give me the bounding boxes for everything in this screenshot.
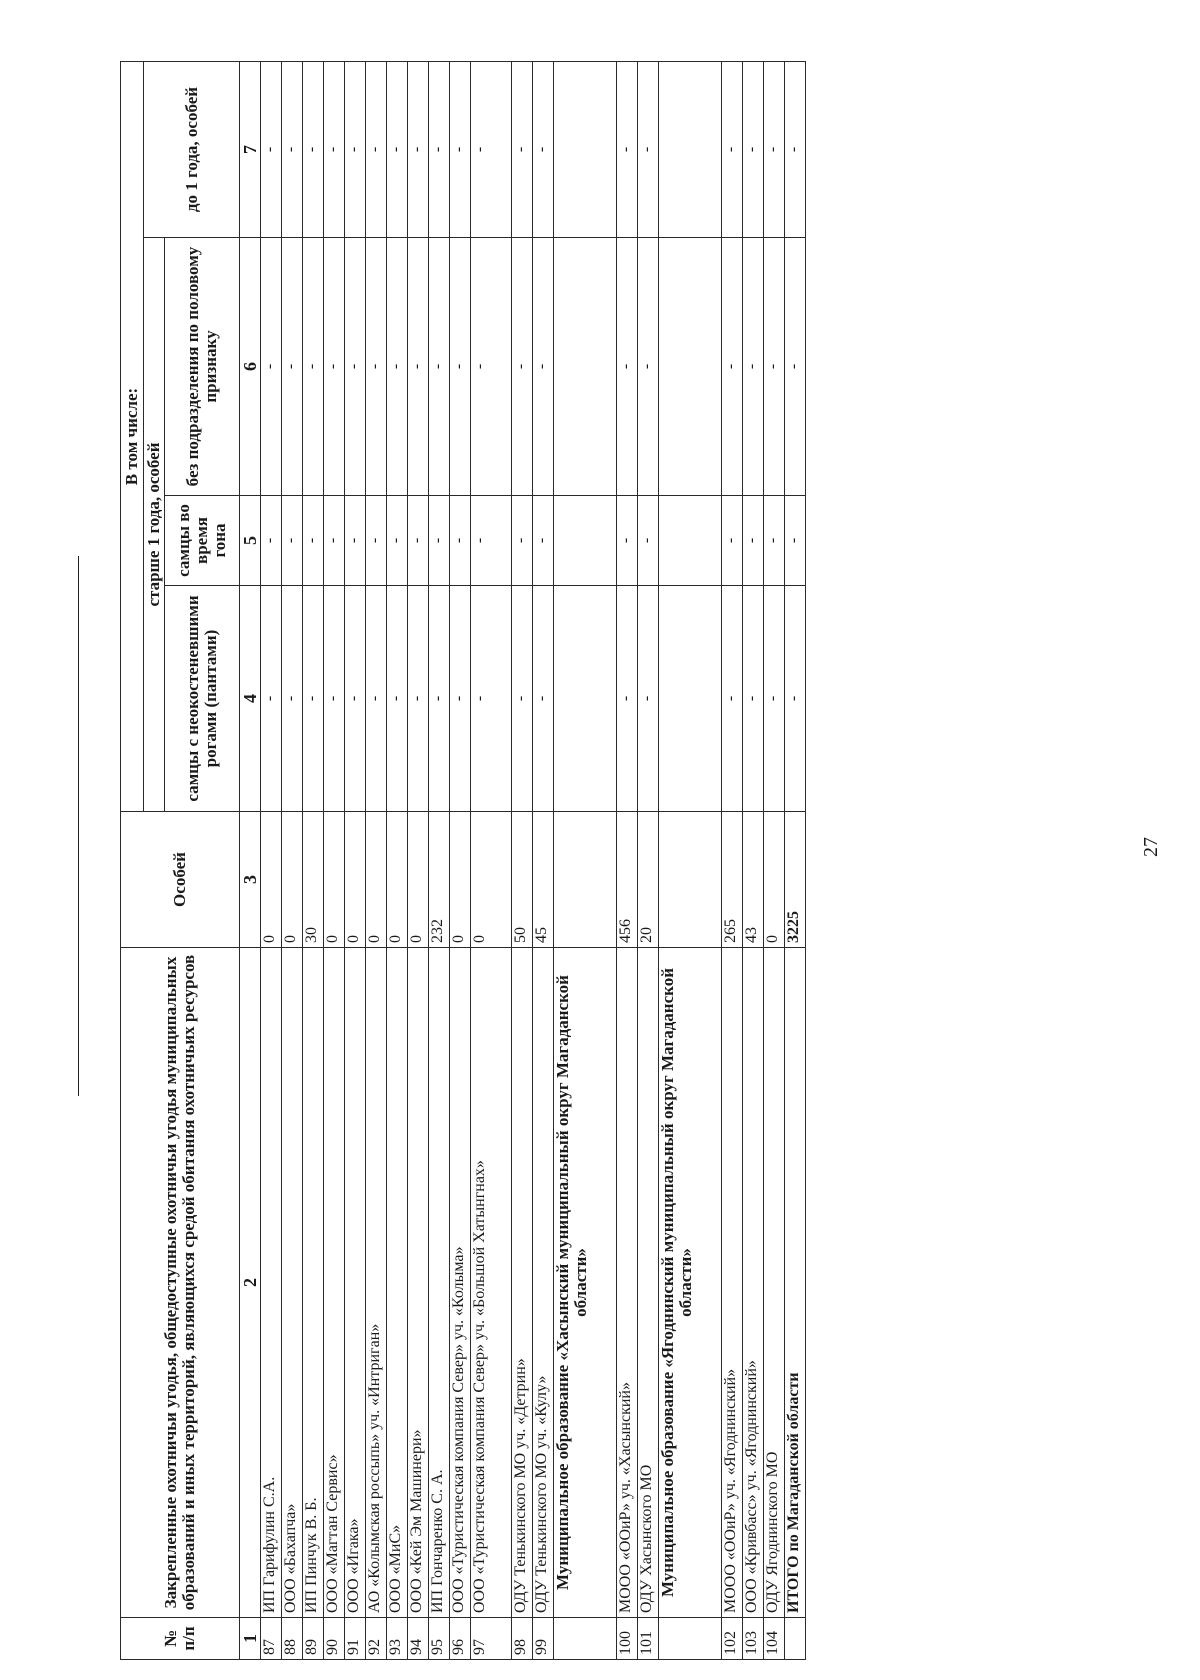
column-number-row xyxy=(240,61,261,1659)
row-number: 92 xyxy=(366,1618,387,1660)
males-rut-value: - xyxy=(450,496,471,586)
territory-name: ООО «МиС» xyxy=(387,948,408,1618)
col-header-older: старше 1 года, особей xyxy=(144,238,165,812)
table-row xyxy=(617,61,638,1659)
males-rut-value: - xyxy=(261,496,282,586)
total-row xyxy=(785,61,806,1659)
no-sex-value: - xyxy=(450,238,471,496)
row-number: 87 xyxy=(261,1618,282,1660)
under-1-year-value: - xyxy=(366,61,387,237)
row-number: 100 xyxy=(617,1618,638,1660)
table-row xyxy=(282,61,303,1659)
row-number: 93 xyxy=(387,1618,408,1660)
males-antlers-value: - xyxy=(345,586,366,812)
table-row xyxy=(261,61,282,1659)
count-total: 50 xyxy=(512,812,533,948)
table-row xyxy=(450,61,471,1659)
table-row xyxy=(387,61,408,1659)
no-sex-value: - xyxy=(345,238,366,496)
no-sex-value: - xyxy=(617,238,638,496)
col-header-under-1-year: до 1 года, особей xyxy=(144,61,240,237)
territory-name: ООО «Кей Эм Машинери» xyxy=(408,948,429,1618)
under-1-year-value: - xyxy=(743,61,764,237)
empty-cell xyxy=(659,586,722,812)
col-number: 2 xyxy=(240,948,261,1618)
males-antlers-value: - xyxy=(429,586,450,812)
col-number: 1 xyxy=(240,1618,261,1660)
table-row xyxy=(366,61,387,1659)
municipality-khasyn: Муниципальное образование «Хасынский муниципальный округ Магаданской области» xyxy=(554,948,617,1618)
no-sex-value: - xyxy=(533,238,554,496)
males-antlers-value: - xyxy=(366,586,387,812)
empty-cell xyxy=(659,61,722,237)
empty-cell xyxy=(554,586,617,812)
col-number: 3 xyxy=(240,812,261,948)
under-1-year-value: - xyxy=(282,61,303,237)
no-sex-value: - xyxy=(303,238,324,496)
under-1-year-value: - xyxy=(261,61,282,237)
count-total: 0 xyxy=(345,812,366,948)
table-row xyxy=(471,61,512,1659)
males-rut-value: - xyxy=(533,496,554,586)
row-number: 95 xyxy=(429,1618,450,1660)
no-sex-value: - xyxy=(764,238,785,496)
table-row xyxy=(533,61,554,1659)
under-1-year-value: - xyxy=(638,61,659,237)
territory-name: ООО «Кривбасс» уч. «Ягоднинский» xyxy=(743,948,764,1618)
count-total: 30 xyxy=(303,812,324,948)
males-rut-value: - xyxy=(303,496,324,586)
table-row xyxy=(408,61,429,1659)
table-row xyxy=(324,61,345,1659)
col-header-males-antlers: самцы с неокостеневшими рогами (пантами) xyxy=(165,586,240,812)
under-1-year-value: - xyxy=(303,61,324,237)
males-rut-value: - xyxy=(512,496,533,586)
row-number: 99 xyxy=(533,1618,554,1660)
table-row xyxy=(638,61,659,1659)
no-sex-value: - xyxy=(785,238,806,496)
table-row xyxy=(743,61,764,1659)
males-rut-value: - xyxy=(408,496,429,586)
males-rut-value: - xyxy=(429,496,450,586)
no-sex-value: - xyxy=(512,238,533,496)
col-number: 7 xyxy=(240,61,261,237)
row-number: 101 xyxy=(638,1618,659,1660)
count-total: 0 xyxy=(282,812,303,948)
no-sex-value: - xyxy=(261,238,282,496)
males-antlers-value: - xyxy=(450,586,471,812)
territory-name: АО «Колымская россыпь» уч. «Интриган» xyxy=(366,948,387,1618)
males-rut-value: - xyxy=(345,496,366,586)
row-number-empty xyxy=(785,1618,806,1660)
males-antlers-value: - xyxy=(324,586,345,812)
count-total: 20 xyxy=(638,812,659,948)
empty-cell xyxy=(554,238,617,496)
empty-cell xyxy=(554,496,617,586)
territory-name: ИП Гарифулин С.А. xyxy=(261,948,282,1618)
under-1-year-value: - xyxy=(345,61,366,237)
males-antlers-value: - xyxy=(282,586,303,812)
males-antlers-value: - xyxy=(617,586,638,812)
no-sex-value: - xyxy=(366,238,387,496)
col-header-males-rut: самцы во время гона xyxy=(165,496,240,586)
registry-table xyxy=(120,61,806,1660)
territory-name: МООО «ООиР» уч. «Ягоднинский» xyxy=(722,948,743,1618)
males-antlers-value: - xyxy=(303,586,324,812)
municipality-row xyxy=(659,61,722,1659)
row-number: 103 xyxy=(743,1618,764,1660)
col-header-no-sex: без подразделения по половому признаку xyxy=(165,238,240,496)
row-number-empty xyxy=(554,1618,617,1660)
males-antlers-value: - xyxy=(387,586,408,812)
count-total: 0 xyxy=(261,812,282,948)
col-header-including: В том числе: xyxy=(121,61,144,811)
count-total: 232 xyxy=(429,812,450,948)
municipality-yagodnoye: Муниципальное образование «Ягоднинский муниципальный округ Магаданской области» xyxy=(659,948,722,1618)
count-total: 0 xyxy=(764,812,785,948)
males-antlers-value: - xyxy=(764,586,785,812)
males-rut-value: - xyxy=(324,496,345,586)
males-rut-value: - xyxy=(743,496,764,586)
header-row-1 xyxy=(121,61,144,1659)
count-total: 0 xyxy=(324,812,345,948)
row-number: 91 xyxy=(345,1618,366,1660)
territory-name: МООО «ООиР» уч. «Хасынский» xyxy=(617,948,638,1618)
males-antlers-value: - xyxy=(261,586,282,812)
under-1-year-value: - xyxy=(764,61,785,237)
under-1-year-value: - xyxy=(617,61,638,237)
count-total: 43 xyxy=(743,812,764,948)
row-number: 88 xyxy=(282,1618,303,1660)
under-1-year-value: - xyxy=(408,61,429,237)
territory-name: ИП Пинчук В. Б. xyxy=(303,948,324,1618)
males-rut-value: - xyxy=(638,496,659,586)
count-total: 0 xyxy=(471,812,512,948)
count-total: 0 xyxy=(408,812,429,948)
no-sex-value: - xyxy=(471,238,512,496)
empty-cell xyxy=(554,61,617,237)
under-1-year-value: - xyxy=(450,61,471,237)
col-header-territory: Закрепленные охотничьи угодья, общедоступные охотничьи угодья муниципальных образований и иных территорий, являющихся средой обитания охотничьих ресурсов xyxy=(121,948,240,1618)
municipality-row xyxy=(554,61,617,1659)
row-number-empty xyxy=(659,1618,722,1660)
row-number: 96 xyxy=(450,1618,471,1660)
count-total: 45 xyxy=(533,812,554,948)
under-1-year-value: - xyxy=(429,61,450,237)
table-row xyxy=(345,61,366,1659)
territory-name: ОДУ Ягоднинского МО xyxy=(764,948,785,1618)
territory-name: ООО «Бахапча» xyxy=(282,948,303,1618)
territory-name: ООО «Туристическая компания Север» уч. «Колыма» xyxy=(450,948,471,1618)
count-total: 0 xyxy=(366,812,387,948)
under-1-year-value: - xyxy=(512,61,533,237)
males-rut-value: - xyxy=(722,496,743,586)
table-row xyxy=(429,61,450,1659)
empty-cell xyxy=(659,238,722,496)
under-1-year-value: - xyxy=(722,61,743,237)
table-row xyxy=(722,61,743,1659)
no-sex-value: - xyxy=(429,238,450,496)
col-header-total: Особей xyxy=(121,812,240,948)
table-row xyxy=(512,61,533,1659)
no-sex-value: - xyxy=(324,238,345,496)
males-antlers-value: - xyxy=(408,586,429,812)
males-rut-value: - xyxy=(471,496,512,586)
territory-name: ОДУ Тенькинского МО уч. «Детрин» xyxy=(512,948,533,1618)
males-rut-value: - xyxy=(387,496,408,586)
territory-name: ОДУ Хасынского МО xyxy=(638,948,659,1618)
separator-line xyxy=(78,556,79,1096)
row-number: 102 xyxy=(722,1618,743,1660)
count-total: 265 xyxy=(722,812,743,948)
table-row xyxy=(764,61,785,1659)
males-antlers-value: - xyxy=(722,586,743,812)
col-number: 5 xyxy=(240,496,261,586)
under-1-year-value: - xyxy=(533,61,554,237)
males-antlers-value: - xyxy=(512,586,533,812)
count-total-empty xyxy=(554,812,617,948)
under-1-year-value: - xyxy=(471,61,512,237)
territory-name: ИП Гончаренко С. А. xyxy=(429,948,450,1618)
no-sex-value: - xyxy=(408,238,429,496)
males-rut-value: - xyxy=(366,496,387,586)
males-rut-value: - xyxy=(785,496,806,586)
row-number: 98 xyxy=(512,1618,533,1660)
col-number: 6 xyxy=(240,238,261,496)
page-number: 27 xyxy=(1140,837,1162,857)
total-label: ИТОГО по Магаданской области xyxy=(785,948,806,1618)
count-total-empty xyxy=(659,812,722,948)
under-1-year-value: - xyxy=(387,61,408,237)
row-number: 94 xyxy=(408,1618,429,1660)
males-antlers-value: - xyxy=(533,586,554,812)
territory-name: ООО «Туристическая компания Север» уч. «Большой Хатынгнах» xyxy=(471,948,512,1618)
males-antlers-value: - xyxy=(743,586,764,812)
males-rut-value: - xyxy=(617,496,638,586)
row-number: 89 xyxy=(303,1618,324,1660)
table-row xyxy=(303,61,324,1659)
empty-cell xyxy=(659,496,722,586)
row-number: 97 xyxy=(471,1618,512,1660)
males-rut-value: - xyxy=(282,496,303,586)
territory-name: ОДУ Тенькинского МО уч. «Кулу» xyxy=(533,948,554,1618)
no-sex-value: - xyxy=(282,238,303,496)
no-sex-value: - xyxy=(722,238,743,496)
under-1-year-value: - xyxy=(324,61,345,237)
no-sex-value: - xyxy=(638,238,659,496)
territory-name: ООО «Магтан Сервис» xyxy=(324,948,345,1618)
row-number: 90 xyxy=(324,1618,345,1660)
count-total: 0 xyxy=(450,812,471,948)
col-header-number: № п/п xyxy=(121,1618,240,1660)
males-antlers-value: - xyxy=(785,586,806,812)
row-number: 104 xyxy=(764,1618,785,1660)
under-1-year-value: - xyxy=(785,61,806,237)
no-sex-value: - xyxy=(743,238,764,496)
no-sex-value: - xyxy=(387,238,408,496)
grand-total: 3225 xyxy=(785,812,806,948)
count-total: 456 xyxy=(617,812,638,948)
males-rut-value: - xyxy=(764,496,785,586)
males-antlers-value: - xyxy=(638,586,659,812)
count-total: 0 xyxy=(387,812,408,948)
males-antlers-value: - xyxy=(471,586,512,812)
col-number: 4 xyxy=(240,586,261,812)
territory-name: ООО «Игака» xyxy=(345,948,366,1618)
